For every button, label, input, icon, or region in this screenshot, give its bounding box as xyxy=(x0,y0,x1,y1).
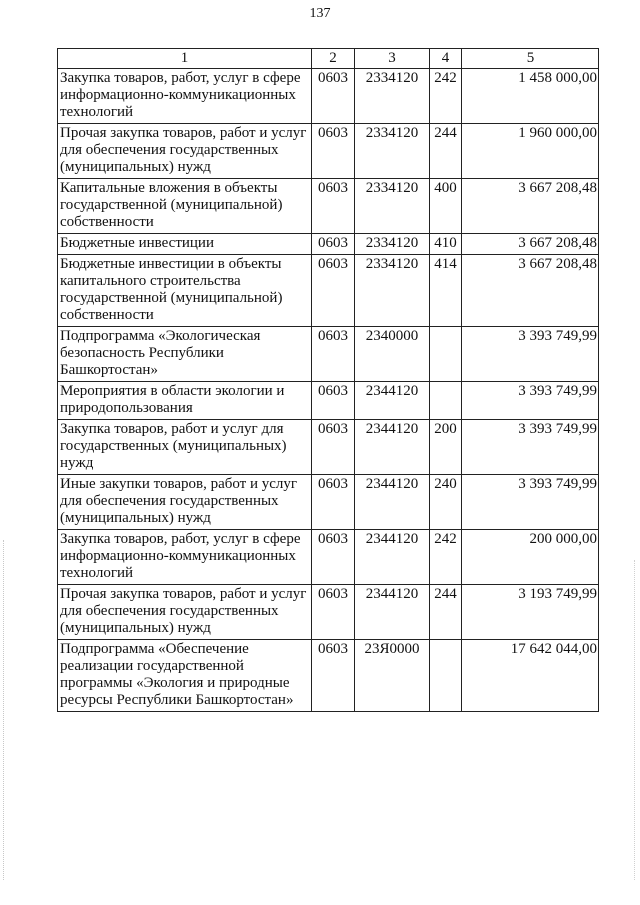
table-row xyxy=(58,640,599,712)
row-amount: 3 667 208,48 xyxy=(462,234,599,255)
row-section: 0603 xyxy=(312,255,355,327)
row-target-code: 2334120 xyxy=(355,255,430,327)
row-expense-type: 244 xyxy=(430,124,462,179)
row-name: Мероприятия в области экологии и природопользования xyxy=(58,382,312,420)
budget-table xyxy=(57,48,599,712)
row-expense-type: 410 xyxy=(430,234,462,255)
row-amount: 3 393 749,99 xyxy=(462,382,599,420)
row-target-code: 2334120 xyxy=(355,124,430,179)
row-expense-type: 242 xyxy=(430,69,462,124)
row-amount: 3 193 749,99 xyxy=(462,585,599,640)
table-row xyxy=(58,327,599,382)
row-amount: 200 000,00 xyxy=(462,530,599,585)
row-name: Бюджетные инвестиции xyxy=(58,234,312,255)
row-target-code: 2340000 xyxy=(355,327,430,382)
row-section: 0603 xyxy=(312,234,355,255)
row-expense-type: 414 xyxy=(430,255,462,327)
row-name: Подпрограмма «Экологическая безопасность Республики Башкортостан» xyxy=(58,327,312,382)
row-expense-type: 242 xyxy=(430,530,462,585)
row-amount: 1 458 000,00 xyxy=(462,69,599,124)
row-section: 0603 xyxy=(312,179,355,234)
row-expense-type: 240 xyxy=(430,475,462,530)
row-target-code: 2344120 xyxy=(355,530,430,585)
row-name: Капитальные вложения в объекты государственной (муниципальной) собственности xyxy=(58,179,312,234)
row-expense-type: 200 xyxy=(430,420,462,475)
row-target-code: 2334120 xyxy=(355,69,430,124)
row-expense-type: 400 xyxy=(430,179,462,234)
table-row xyxy=(58,585,599,640)
row-section: 0603 xyxy=(312,327,355,382)
row-name: Закупка товаров, работ и услуг для государственных (муниципальных) нужд xyxy=(58,420,312,475)
row-section: 0603 xyxy=(312,640,355,712)
row-expense-type xyxy=(430,382,462,420)
header-col-3: 3 xyxy=(355,49,430,69)
row-name: Бюджетные инвестиции в объекты капитального строительства государственной (муниципальной) собственности xyxy=(58,255,312,327)
header-col-5: 5 xyxy=(462,49,599,69)
header-col-4: 4 xyxy=(430,49,462,69)
row-target-code: 2334120 xyxy=(355,179,430,234)
table-header-row xyxy=(58,49,599,69)
row-amount: 3 393 749,99 xyxy=(462,420,599,475)
row-amount: 3 393 749,99 xyxy=(462,475,599,530)
row-section: 0603 xyxy=(312,124,355,179)
row-section: 0603 xyxy=(312,69,355,124)
row-target-code: 2344120 xyxy=(355,420,430,475)
row-amount: 3 393 749,99 xyxy=(462,327,599,382)
row-target-code: 23Я0000 xyxy=(355,640,430,712)
table-row xyxy=(58,475,599,530)
row-amount: 17 642 044,00 xyxy=(462,640,599,712)
row-expense-type xyxy=(430,640,462,712)
row-name: Закупка товаров, работ, услуг в сфере информационно-коммуникационных технологий xyxy=(58,530,312,585)
row-name: Прочая закупка товаров, работ и услуг для обеспечения государственных (муниципальных) нужд xyxy=(58,585,312,640)
table-row xyxy=(58,530,599,585)
row-expense-type xyxy=(430,327,462,382)
row-target-code: 2344120 xyxy=(355,585,430,640)
row-name: Прочая закупка товаров, работ и услуг для обеспечения государственных (муниципальных) нужд xyxy=(58,124,312,179)
table-row xyxy=(58,382,599,420)
row-amount: 3 667 208,48 xyxy=(462,255,599,327)
table-row xyxy=(58,69,599,124)
table-row xyxy=(58,234,599,255)
row-name: Иные закупки товаров, работ и услуг для обеспечения государственных (муниципальных) нужд xyxy=(58,475,312,530)
row-section: 0603 xyxy=(312,475,355,530)
row-target-code: 2344120 xyxy=(355,382,430,420)
scan-edge-artifact xyxy=(3,540,5,880)
row-target-code: 2344120 xyxy=(355,475,430,530)
row-amount: 3 667 208,48 xyxy=(462,179,599,234)
row-amount: 1 960 000,00 xyxy=(462,124,599,179)
table-row xyxy=(58,179,599,234)
row-target-code: 2334120 xyxy=(355,234,430,255)
table-row xyxy=(58,124,599,179)
row-name: Подпрограмма «Обеспечение реализации государственной программы «Экология и природные ресурсы Республики Башкортостан» xyxy=(58,640,312,712)
row-section: 0603 xyxy=(312,585,355,640)
header-col-2: 2 xyxy=(312,49,355,69)
row-section: 0603 xyxy=(312,382,355,420)
scan-edge-artifact xyxy=(634,560,636,880)
row-name: Закупка товаров, работ, услуг в сфере информационно-коммуникационных технологий xyxy=(58,69,312,124)
table-row xyxy=(58,420,599,475)
table-row xyxy=(58,255,599,327)
row-expense-type: 244 xyxy=(430,585,462,640)
page-number: 137 xyxy=(309,6,331,21)
row-section: 0603 xyxy=(312,530,355,585)
row-section: 0603 xyxy=(312,420,355,475)
header-col-1: 1 xyxy=(58,49,312,69)
